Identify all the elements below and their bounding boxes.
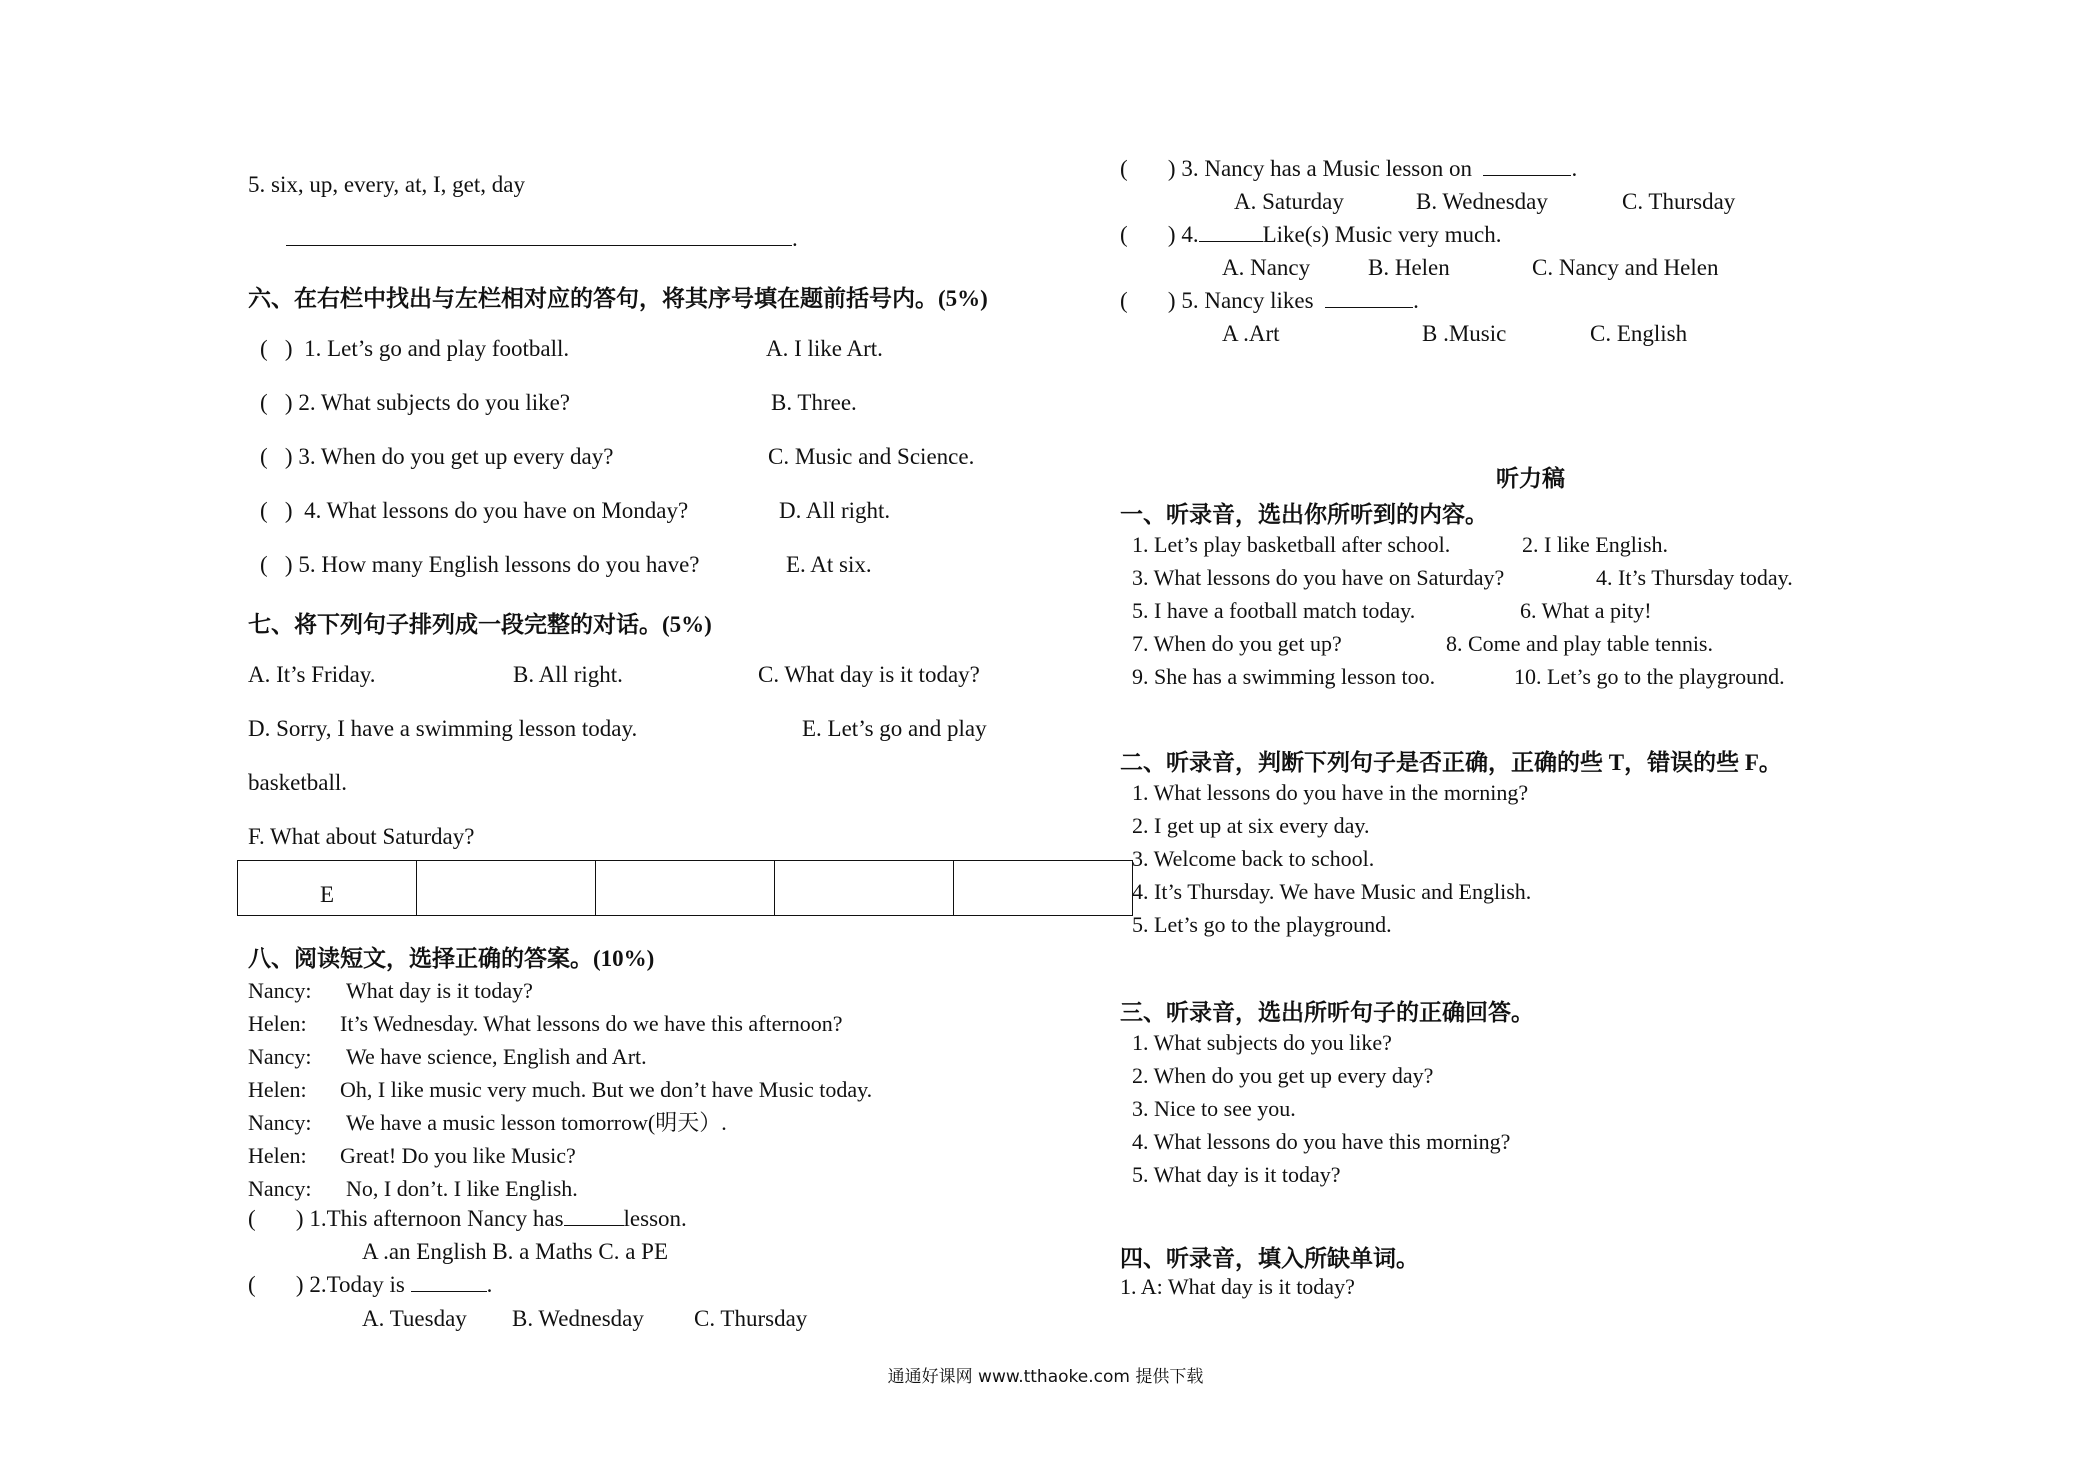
s7-option-e-cont: basketball.	[248, 770, 347, 795]
reading-q3-option-a: A. Saturday	[1234, 189, 1344, 214]
s6-answer-e: E. At six.	[786, 552, 872, 577]
section-6-heading: 六、在右栏中找出与左栏相对应的答句，将其序号填在题前括号内。(5%)	[248, 286, 988, 311]
listening-section-3-heading: 三、听录音，选出所听句子的正确回答。	[1120, 1000, 1534, 1025]
list-item: 4. It’s Thursday. We have Music and English.	[1132, 879, 1532, 904]
reading-q5-option-a: A .Art	[1222, 321, 1280, 346]
footer-source: 通通好课网 www.tthaoke.com 提供下载	[887, 1367, 1204, 1387]
listening-section-3-lines	[1132, 1026, 1510, 1191]
listening-section-4-line: 1. A: What day is it today?	[1120, 1274, 1355, 1299]
list-item: 2. I get up at six every day.	[1132, 813, 1370, 838]
dialogue-line: Nancy: We have science, English and Art.	[248, 1044, 647, 1069]
list-item: 5. Let’s go to the playground.	[1132, 912, 1392, 937]
reading-q2: ( ) 2.Today is .	[248, 1272, 493, 1297]
reading-q4-option-b: B. Helen	[1368, 255, 1450, 280]
reading-q1: ( ) 1.This afternoon Nancy has lesson.	[248, 1206, 687, 1231]
dialogue-line: Helen: It’s Wednesday. What lessons do we have this afternoon?	[248, 1011, 843, 1036]
list-item: 3. Welcome back to school.	[1132, 846, 1375, 871]
order-cell[interactable]	[954, 861, 1133, 916]
dialogue-line: Helen: Great! Do you like Music?	[248, 1143, 576, 1168]
order-cell[interactable]	[775, 861, 954, 916]
s6-item-2: ( ) 2. What subjects do you like?	[260, 390, 571, 415]
list-item: 5. I have a football match today. 6. What a pity!	[1132, 598, 1652, 623]
list-item: 4. What lessons do you have this morning?	[1132, 1129, 1511, 1154]
dialogue-line: Nancy: No, I don’t. I like English.	[248, 1176, 578, 1201]
reading-q2-option-b: B. Wednesday	[512, 1306, 644, 1331]
order-cell[interactable]	[417, 861, 596, 916]
listening-section-2-lines	[1132, 776, 1531, 941]
list-item: 1. What lessons do you have in the morning?	[1132, 780, 1529, 805]
q5-words: 5. six, up, every, at, I, get, day	[248, 172, 525, 197]
reading-q4-option-a: A. Nancy	[1222, 255, 1311, 280]
s7-option-a: A. It’s Friday.	[248, 662, 376, 687]
list-item: 3. Nice to see you.	[1132, 1096, 1296, 1121]
reading-q2-option-c: C. Thursday	[694, 1306, 808, 1331]
s6-answer-a: A. I like Art.	[766, 336, 883, 361]
s7-option-c: C. What day is it today?	[758, 662, 980, 687]
dialogue-line: Nancy: What day is it today?	[248, 978, 533, 1003]
s6-item-4: ( ) 4. What lessons do you have on Monday?	[260, 498, 689, 523]
order-answer-table	[237, 860, 1133, 916]
s6-item-3: ( ) 3. When do you get up every day?	[260, 444, 614, 469]
listening-section-2-heading: 二、听录音，判断下列句子是否正确，正确的些 T，错误的些 F。	[1120, 750, 1782, 775]
list-item: 3. What lessons do you have on Saturday? 4. It’s Thursday today.	[1132, 565, 1793, 590]
answer-blank[interactable]	[564, 1207, 624, 1226]
list-item: 5. What day is it today?	[1132, 1162, 1341, 1187]
list-item: 9. She has a swimming lesson too. 10. Let’s go to the playground.	[1132, 664, 1785, 689]
answer-blank[interactable]	[1325, 289, 1413, 308]
dialogue-line: Nancy: We have a music lesson tomorrow(明天）.	[248, 1110, 727, 1135]
s7-option-d: D. Sorry, I have a swimming lesson today.	[248, 716, 638, 741]
answer-blank[interactable]	[1483, 157, 1571, 176]
answer-blank[interactable]	[411, 1273, 487, 1292]
s7-option-f: F. What about Saturday?	[248, 824, 475, 849]
reading-q3: ( ) 3. Nancy has a Music lesson on .	[1120, 156, 1578, 181]
list-item: 7. When do you get up? 8. Come and play table tennis.	[1132, 631, 1713, 656]
reading-q4: ( ) 4. Like(s) Music very much.	[1120, 222, 1502, 247]
section-7-heading: 七、将下列句子排列成一段完整的对话。(5%)	[248, 612, 712, 637]
listening-section-1-heading: 一、听录音，选出你所听到的内容。	[1120, 502, 1488, 527]
section-8-heading: 八、阅读短文，选择正确的答案。(10%)	[248, 946, 655, 971]
reading-q3-option-c: C. Thursday	[1622, 189, 1736, 214]
reading-q5-option-c: C. English	[1590, 321, 1688, 346]
reading-q1-options: A .an English B. a Maths C. a PE	[362, 1239, 669, 1264]
s6-item-1: ( ) 1. Let’s go and play football.	[260, 336, 570, 361]
s6-item-5: ( ) 5. How many English lessons do you have?	[260, 552, 700, 577]
answer-blank[interactable]	[286, 227, 792, 246]
s6-answer-b: B. Three.	[771, 390, 857, 415]
s6-answer-d: D. All right.	[779, 498, 891, 523]
s7-option-e: E. Let’s go and play	[802, 716, 987, 741]
q5-answer-line: .	[286, 226, 798, 252]
reading-dialogue	[248, 974, 872, 1205]
reading-q5-option-b: B .Music	[1422, 321, 1507, 346]
order-cell[interactable]	[596, 861, 775, 916]
list-item: 1. Let’s play basketball after school. 2. I like English.	[1132, 532, 1669, 557]
reading-q5: ( ) 5. Nancy likes .	[1120, 288, 1419, 313]
order-cell[interactable]: E	[238, 861, 417, 916]
reading-q2-option-a: A. Tuesday	[362, 1306, 467, 1331]
reading-q3-option-b: B. Wednesday	[1416, 189, 1548, 214]
list-item: 1. What subjects do you like?	[1132, 1030, 1392, 1055]
listening-section-4-heading: 四、听录音，填入所缺单词。	[1120, 1246, 1419, 1271]
s6-answer-c: C. Music and Science.	[768, 444, 975, 469]
dialogue-line: Helen: Oh, I like music very much. But we don’t have Music today.	[248, 1077, 873, 1102]
reading-q4-option-c: C. Nancy and Helen	[1532, 255, 1719, 280]
list-item: 2. When do you get up every day?	[1132, 1063, 1434, 1088]
listening-script-title: 听力稿	[1496, 466, 1565, 491]
listening-section-1-lines	[1132, 528, 1793, 693]
answer-blank[interactable]	[1199, 223, 1263, 242]
s7-option-b: B. All right.	[513, 662, 623, 687]
